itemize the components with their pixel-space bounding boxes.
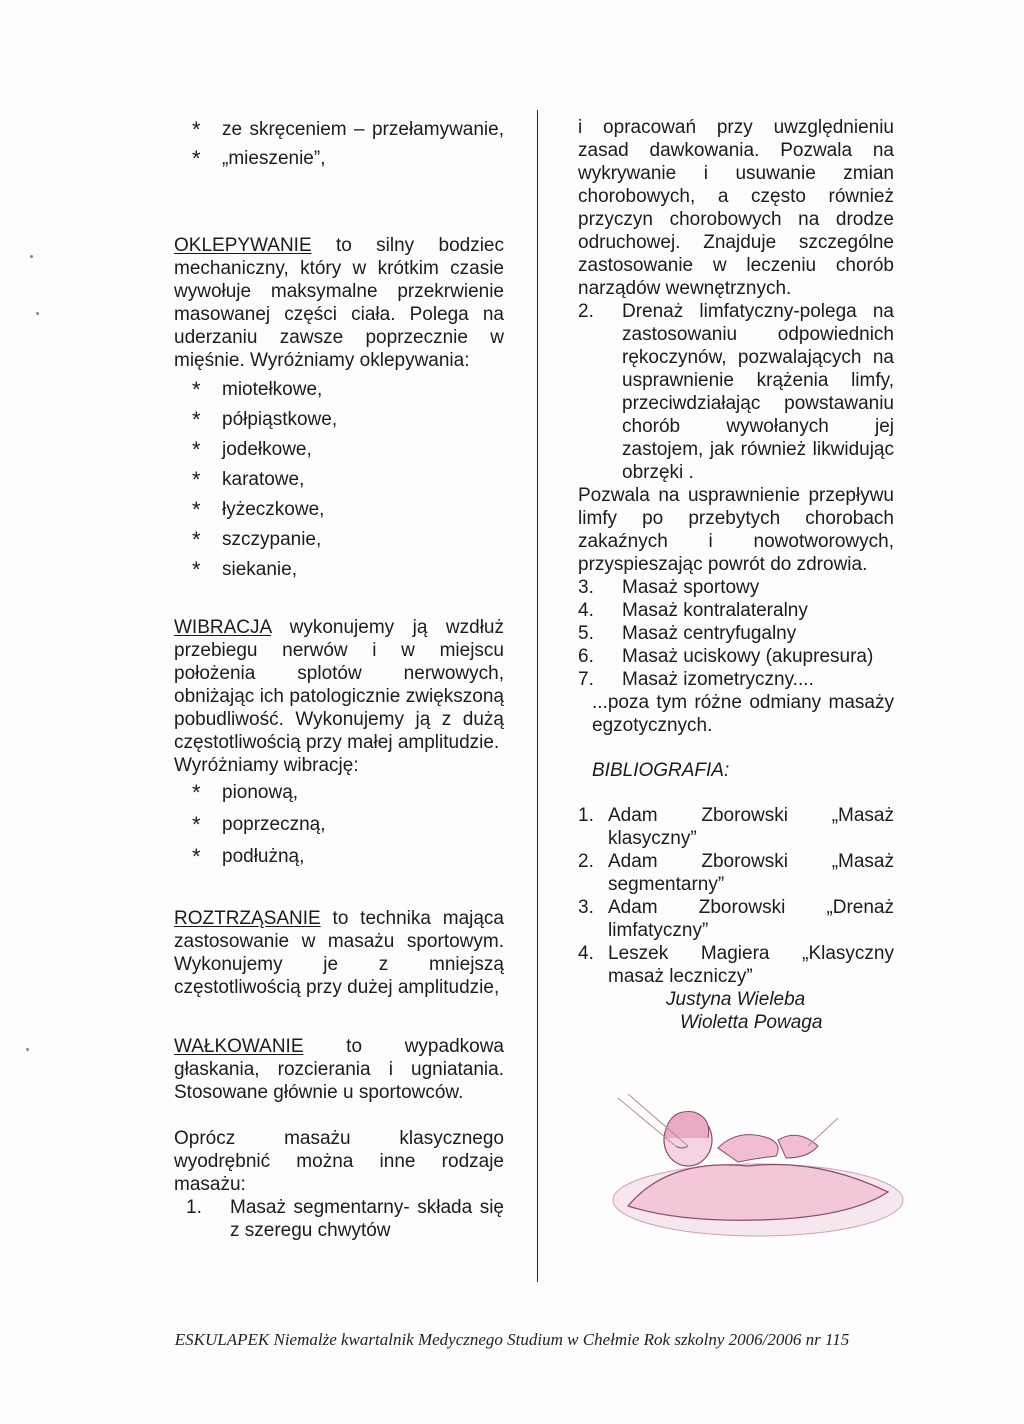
bullet-text: półpiąstkowe, <box>222 409 338 430</box>
paragraph-oklepywanie <box>174 234 504 372</box>
scan-speck <box>36 312 39 315</box>
bullet-text: szczypanie, <box>222 529 322 550</box>
list-number: 1. <box>578 805 594 826</box>
bibliography-item <box>578 804 894 850</box>
asterisk-icon: * <box>192 437 201 462</box>
hair-shape <box>664 1112 709 1138</box>
bibliography-item <box>578 942 894 988</box>
list-text: Masaż uciskowy (akupresura) <box>622 646 874 667</box>
page-footer: ESKULAPEK Niemalże kwartalnik Medycznego Studium w Chełmie Rok szkolny 2006/2006 nr 115 <box>174 1330 850 1349</box>
list-number: 4. <box>578 943 594 964</box>
scan-speck <box>30 255 33 258</box>
paragraph-text: to technika mająca zastosowanie w masażu sportowym. Wykonujemy je z mniejszą częstotliwością przy dużej amplitudzie, <box>174 908 504 998</box>
paragraph-walkowanie <box>174 1035 504 1104</box>
bibliography-title: BIBLIOGRAFIA: <box>592 760 730 781</box>
list-number: 4. <box>578 600 594 621</box>
column-divider <box>537 110 538 1282</box>
list-item <box>578 576 894 599</box>
bullet-text: „mieszenie”, <box>222 148 326 169</box>
list-text: Masaż centryfugalny <box>622 623 797 644</box>
asterisk-icon: * <box>192 467 201 492</box>
paragraph-intro: Wyróżniamy wibrację: <box>174 755 359 776</box>
bullet-item <box>192 467 504 492</box>
bibliography-item <box>578 850 894 896</box>
bullet-item <box>192 844 504 869</box>
paragraph-roztrzasanie <box>174 907 504 999</box>
paragraph-intro: Wyróżniamy oklepywania: <box>250 350 470 371</box>
bullet-item <box>192 437 504 462</box>
scan-speck <box>26 1048 29 1051</box>
asterisk-icon: * <box>192 527 201 552</box>
paragraph-text: to wypadkowa głaskania, rozcierania i ugniatania. Stosowane głównie u sportowców. <box>174 1036 504 1103</box>
paragraph-oprocz: Oprócz masażu klasycznego wyodrębnić można inne rodzaje masażu: <box>174 1128 504 1195</box>
hand-shape <box>718 1135 778 1162</box>
bullet-text: poprzeczną, <box>222 814 326 835</box>
bullet-item <box>192 117 504 142</box>
list-number: 6. <box>578 646 594 667</box>
asterisk-icon: * <box>192 117 201 142</box>
list-item <box>578 599 894 622</box>
term-heading: WIBRACJA <box>174 617 272 638</box>
paragraph-text: to silny bodziec mechaniczny, który w krótkim czasie wywołuje maksymalne przekrwienie masowanej części ciała. Polega na uderzaniu zawsze poprzecznie w mięśnie. <box>174 235 504 371</box>
bullet-item <box>192 812 504 837</box>
list-number: 3. <box>578 577 594 598</box>
term-heading: OKLEPYWANIE <box>174 235 312 256</box>
asterisk-icon: * <box>192 557 201 582</box>
list-number: 5. <box>578 623 594 644</box>
term-heading: WAŁKOWANIE <box>174 1036 304 1057</box>
asterisk-icon: * <box>192 812 201 837</box>
massage-types-list <box>578 576 894 691</box>
bullet-item <box>192 146 504 171</box>
author-name: Wioletta Powaga <box>680 1012 823 1033</box>
massage-illustration <box>608 1088 908 1248</box>
bullet-text: siekanie, <box>222 559 297 580</box>
bullet-item <box>192 527 504 552</box>
bullet-text: miotełkowe, <box>222 379 323 400</box>
hand-shape <box>778 1135 818 1158</box>
term-heading: ROZTRZĄSANIE <box>174 908 321 929</box>
asterisk-icon: * <box>192 146 201 171</box>
list-text: Masaż kontralateralny <box>622 600 808 621</box>
asterisk-icon: * <box>192 844 201 869</box>
list-text: Adam Zborowski „Masaż segmentarny” <box>608 851 894 895</box>
bullet-text: jodełkowe, <box>222 439 312 460</box>
list-number: 2. <box>578 301 594 322</box>
bullet-item <box>192 497 504 522</box>
paragraph-continuation: i opracowań przy uwzględnieniu zasad dawkowania. Pozwala na wykrywanie i usuwanie zmian chorobowych, a często również przyczyn chorobowych na drodze odruchowej. Znajduje szczególne zastosowanie w leczeniu chorób narządów wewnętrznych. <box>578 117 894 299</box>
wibracja-list <box>174 781 504 868</box>
asterisk-icon: * <box>192 497 201 522</box>
list-text: Adam Zborowski „Drenaż limfatyczny” <box>608 897 894 941</box>
bullet-text: ze skręceniem – przełamywanie, <box>222 119 504 140</box>
bullet-text: łyżeczkowe, <box>222 499 325 520</box>
asterisk-icon: * <box>192 780 201 805</box>
arm-lines <box>808 1118 838 1146</box>
bibliography-item <box>578 896 894 942</box>
bullet-text: podłużną, <box>222 846 305 867</box>
list-item <box>186 1196 504 1242</box>
list-number: 2. <box>578 851 594 872</box>
paragraph-wibracja <box>174 616 504 754</box>
list-text: Masaż izometryczny.... <box>622 669 814 690</box>
oklepywanie-list <box>174 378 504 581</box>
list-text: Leszek Magiera „Klasyczny masaż leczniczy” <box>608 943 894 987</box>
bullet-item <box>192 407 504 432</box>
bullet-item <box>192 377 504 402</box>
paragraph-pozwala: Pozwala na usprawnienie przepływu limfy po przebytych chorobach zakaźnych i nowotworowych, przyspieszając powrót do zdrowia. <box>578 485 894 575</box>
list-number: 7. <box>578 669 594 690</box>
list-text: Adam Zborowski „Masaż klasyczny” <box>608 805 894 849</box>
bibliography-list <box>578 804 894 988</box>
bullet-text: pionową, <box>222 782 299 803</box>
list-item <box>578 668 894 691</box>
bullet-text: karatowe, <box>222 469 305 490</box>
list-text: Masaż segmentarny- składa się z szeregu chwytów <box>230 1197 504 1241</box>
bullet-item <box>192 780 504 805</box>
list-item <box>578 300 894 484</box>
left-column <box>174 118 504 1242</box>
list-number: 1. <box>186 1197 202 1218</box>
asterisk-icon: * <box>192 377 201 402</box>
bullet-item <box>192 557 504 582</box>
list-text: Masaż sportowy <box>622 577 760 598</box>
list-number: 3. <box>578 897 594 918</box>
list-item <box>578 622 894 645</box>
paragraph-text: wykonujemy ją wzdłuż przebiegu nerwów i w miejscu położenia splotów nerwowych, obniżając ich patologicznie zwiększoną pobudliwość. Wykonujemy ją z dużą częstotliwością przy małej amplitudzie. <box>174 617 504 753</box>
author-name: Justyna Wieleba <box>666 989 806 1010</box>
asterisk-icon: * <box>192 407 201 432</box>
list-text: Drenaż limfatyczny-polega na zastosowaniu odpowiednich rękoczynów, pozwalających na usprawnienie krążenia limfy, przeciwdziałając powstawaniu chorób wywołanych jej zastojem, jak również likwidując obrzęki . <box>622 301 894 483</box>
right-column <box>578 116 894 1034</box>
paragraph-poza: ...poza tym różne odmiany masaży egzotycznych. <box>592 692 894 736</box>
list-item <box>578 645 894 668</box>
